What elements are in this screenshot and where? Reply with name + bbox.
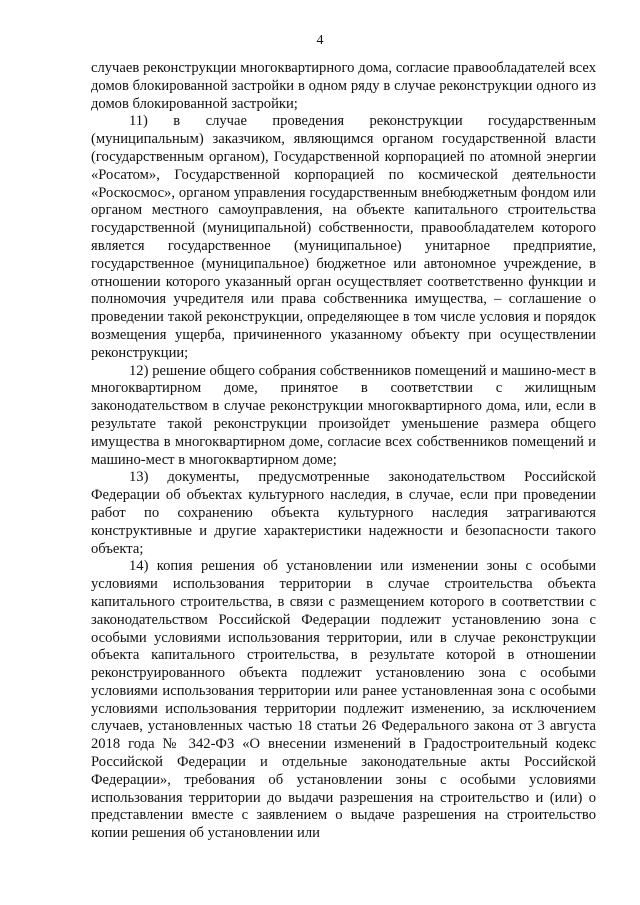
paragraph-item-14: 14) копия решения об установлении или изменении зоны с особыми условиями использования территории в случае строительства объекта капитального строительства, в связи с размещением которого в соответствии с законодательством Российской Федерации подлежит установлению зона с особыми условиями использования территории, или в случае реконструкции объекта капитального строительства, в результате которой в отношении реконструированного объекта подлежит установлению зона с особыми условиями использования территории или ранее установленная зона с особыми условиями использования территории подлежит изменению, за исключением случаев, установленных частью 18 статьи 26 Федерального закона от 3 августа 2018 года № 342-ФЗ «О внесении изменений в Градостроительный кодекс Российской Федерации и отдельные законодательные акты Российской Федерации», требования об установлении зоны с особыми условиями использования территории до выдачи разрешения на строительство и (или) о представлении вместе с заявлением о выдаче разрешения на строительство копии решения об установлении или — [91, 558, 596, 842]
paragraph-continuation: случаев реконструкции многоквартирного дома, согласие правообладателей всех домов блокированной застройки в одном ряду в случае реконструкции одного из домов блокированной застройки; — [91, 60, 596, 112]
paragraph-item-13: 13) документы, предусмотренные законодательством Российской Федерации об объектах культурного наследия, в случае, если при проведении работ по сохранению объекта культурного наследия затрагиваются конструктивные и другие характеристики надежности и безопасности такого объекта; — [91, 469, 596, 557]
paragraph-item-12: 12) решение общего собрания собственников помещений и машино-мест в многоквартирном доме, принятое в соответствии с жилищным законодательством в случае реконструкции многоквартирного дома, или, если в результате такой реконструкции произойдет уменьшение размера общего имущества в многоквартирном доме, согласие всех собственников помещений и машино-мест в многоквартирном доме; — [91, 362, 596, 468]
page-number: 4 — [316, 33, 324, 48]
document-body — [91, 60, 596, 843]
paragraph-item-11: 11) в случае проведения реконструкции государственным (муниципальным) заказчиком, являющимся органом государственной власти (государственным органом), Государственной корпорацией по атомной энергии «Росатом», Государственной корпорацией по космической деятельности «Роскосмос», органом управления государственным внебюджетным фондом или органом местного самоуправления, на объекте капитального строительства государственной (муниципальной) собственности, правообладателем которого является государственное (муниципальное) унитарное предприятие, государственное (муниципальное) бюджетное или автономное учреждение, в отношении которого указанный орган осуществляет соответственно функции и полномочия учредителя или права собственника имущества, – соглашение о проведении такой реконструкции, определяющее в том числе условия и порядок возмещения ущерба, причиненного указанному объекту при осуществлении реконструкции; — [91, 113, 596, 361]
